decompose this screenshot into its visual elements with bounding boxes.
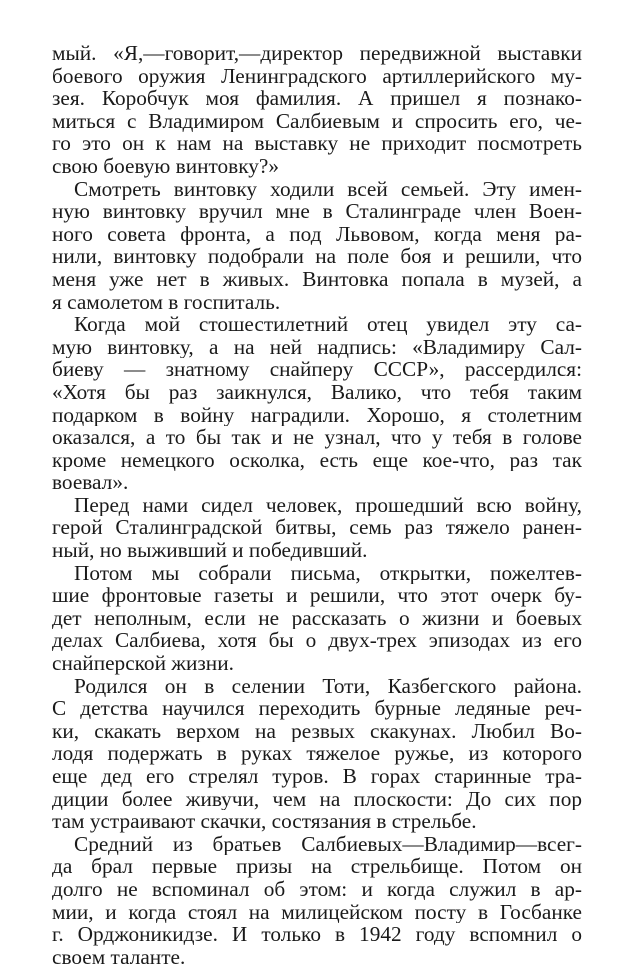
text-line: диции более живучи, чем на плоскости: До сих пор: [52, 787, 582, 811]
text-line: г. Орджоникидзе. И только в 1942 году вспомнил о: [52, 923, 582, 946]
text-line: «Хотя бы раз заикнулся, Валико, что тебя таким: [52, 380, 582, 404]
text-line: мую винтовку, а на ней надпись: «Владимиру Сал-: [52, 335, 582, 359]
text-line: меня уже нет в живых. Винтовка попала в музей, а: [52, 267, 582, 291]
text-line: еще дед его стрелял туров. В горах старинные тра-: [52, 765, 582, 788]
paragraph: [52, 833, 582, 968]
text-line: мии, и когда стоял на милицейском посту в Госбанке: [52, 900, 582, 924]
text-line: своем таланте.: [52, 945, 186, 968]
text-line: дет неполным, если не рассказать о жизни и боевых: [52, 606, 582, 630]
text-line: там устраивают скачки, состязания в стрельбе.: [52, 810, 477, 833]
text-line: ки, скакать верхом на резвых скакунах. Любил Во-: [52, 719, 582, 743]
paragraph: [52, 494, 582, 562]
text-line: боевого оружия Ленинградского артиллерийского му-: [52, 64, 582, 88]
text-line: С детства научился переходить бурные ледяные реч-: [52, 697, 582, 720]
text-line: ный, но выживший и победивший.: [52, 539, 368, 562]
text-line: Средний из братьев Салбиевых—Владимир—всег-: [74, 832, 582, 856]
paragraph: [52, 562, 582, 675]
paragraph: [52, 178, 582, 314]
paragraph: [52, 42, 582, 178]
text-line: нили, винтовку подобрали на поле боя и решили, что: [52, 245, 582, 268]
text-line: Потом мы собрали письма, открытки, пожелтев-: [74, 561, 582, 585]
text-line: Когда мой стошестилетний отец увидел эту са-: [74, 313, 582, 336]
text-line: да брал первые призы на стрельбище. Потом он: [52, 855, 582, 878]
text-line: лодя подержать в руках тяжелое ружье, из которого: [52, 742, 582, 765]
text-line: миться с Владимиром Салбиевым и спросить его, че-: [52, 109, 582, 133]
text-line: мый. «Я,—говорит,—директор передвижной выставки: [52, 42, 582, 65]
text-line: герой Сталинградской битвы, семь раз тяжело ранен-: [52, 516, 582, 540]
text-line: ного совета фронта, а под Львовом, когда меня ра-: [52, 222, 582, 246]
text-line: Перед нами сидел человек, прошедший всю войну,: [74, 493, 582, 517]
text-line: биеву — знатному снайперу СССР», рассердился:: [52, 358, 582, 381]
text-line: шие фронтовые газеты и решили, что этот очерк бу-: [52, 584, 582, 607]
paragraph: [52, 675, 582, 833]
text-line: снайперской жизни.: [52, 652, 234, 675]
text-line: делах Салбиева, хотя бы о двух-трех эпизодах из его: [52, 629, 582, 653]
text-line: зея. Коробчук моя фамилия. А пришел я познако-: [52, 87, 582, 110]
text-line: го это он к нам на выставку не приходит посмотреть: [52, 132, 582, 155]
text-line: я самолетом в госпиталь.: [52, 290, 281, 314]
text-line: Родился он в селении Тоти, Казбегского района.: [74, 674, 582, 698]
text-line: долго не вспоминал об этом: и когда служил в ар-: [52, 877, 582, 901]
text-line: кроме немецкого осколка, есть еще кое-что, раз так: [52, 448, 582, 472]
text-line: воевал».: [52, 471, 129, 494]
text-line: подарком в войну наградили. Хорошо, я столетним: [52, 403, 582, 427]
text-line: оказался, а то бы так и не узнал, что у тебя в голове: [52, 426, 582, 449]
text-line: свою боевую винтовку?»: [52, 154, 280, 178]
text-line: Смотреть винтовку ходили всей семьей. Эту имен-: [74, 177, 582, 201]
text-line: ную винтовку вручил мне в Сталинграде член Воен-: [52, 200, 582, 223]
book-page: [52, 42, 582, 968]
paragraph: [52, 313, 582, 494]
